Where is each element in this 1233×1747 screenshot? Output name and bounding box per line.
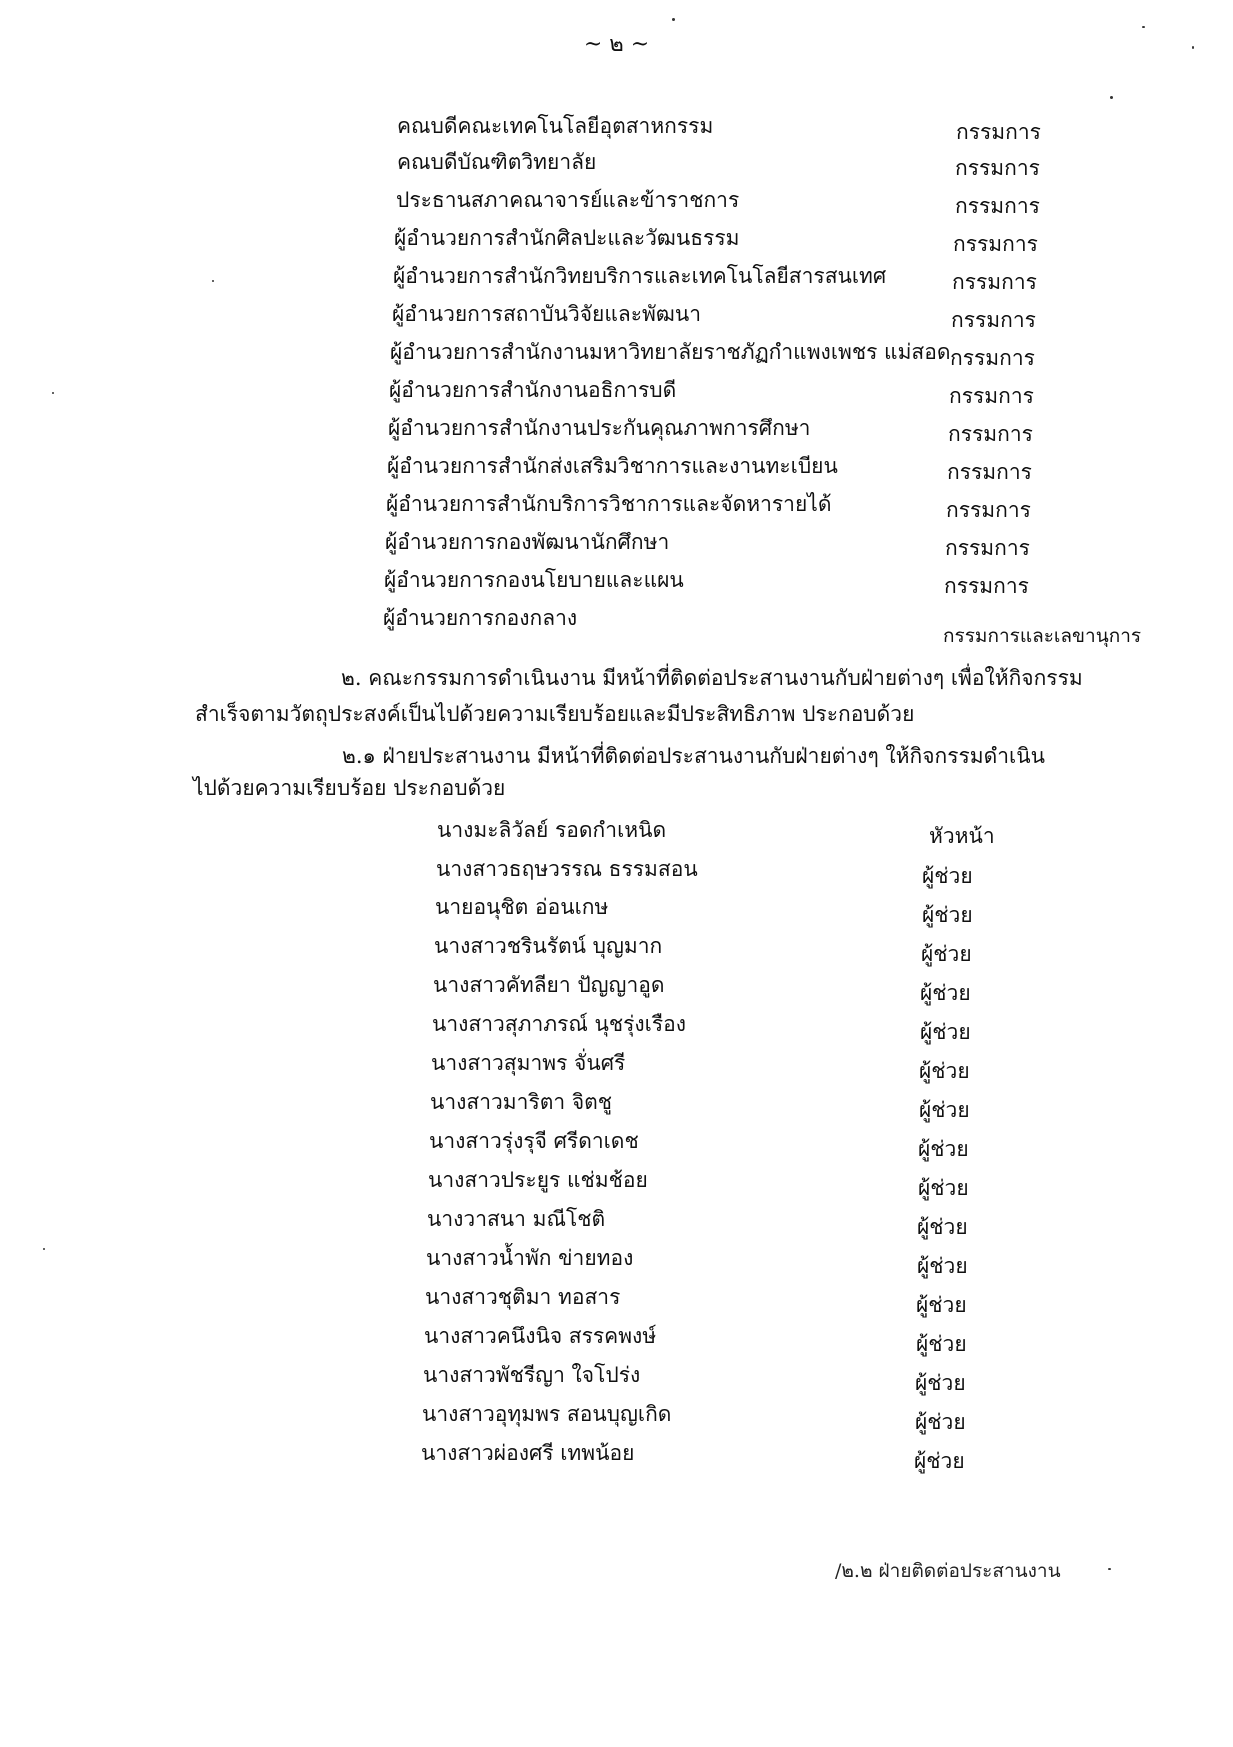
member-name: นายอนุชิต อ่อนเกษ — [435, 895, 609, 919]
committee-role: กรรมการ — [953, 232, 1038, 256]
scan-speck — [43, 1248, 45, 1250]
committee-role: กรรมการ — [950, 346, 1035, 370]
member-role: ผู้ช่วย — [917, 1215, 968, 1239]
member-role: ผู้ช่วย — [920, 981, 971, 1005]
member-role: หัวหน้า — [929, 824, 995, 848]
member-name: นางสาวผ่องศรี เทพน้อย — [421, 1441, 635, 1465]
member-role: ผู้ช่วย — [922, 903, 973, 927]
member-role: ผู้ช่วย — [917, 1254, 968, 1278]
committee-role: กรรมการ — [948, 422, 1033, 446]
committee-position: ผู้อำนวยการสำนักศิลปะและวัฒนธรรม — [394, 226, 740, 250]
committee-position: ผู้อำนวยการกองนโยบายและแผน — [384, 568, 684, 592]
committee-position: ผู้อำนวยการกองกลาง — [383, 606, 578, 630]
member-name: นางวาสนา มณีโชติ — [427, 1207, 606, 1231]
section2-line1: ๒. คณะกรรมการดำเนินงาน มีหน้าที่ติดต่อประสานงานกับฝ่ายต่างๆ เพื่อให้กิจกรรม — [341, 666, 1083, 690]
committee-role: กรรมการ — [955, 156, 1040, 180]
section21-line1: ๒.๑ ฝ่ายประสานงาน มีหน้าที่ติดต่อประสานงานกับฝ่ายต่างๆ ให้กิจกรรมดำเนิน — [342, 744, 1045, 768]
committee-position: ผู้อำนวยการสำนักส่งเสริมวิชาการและงานทะเบียน — [387, 454, 838, 478]
committee-position: คณบดีคณะเทคโนโลยีอุตสาหกรรม — [397, 114, 714, 138]
committee-position: ผู้อำนวยการสำนักงานประกันคุณภาพการศึกษา — [388, 416, 811, 440]
committee-role: กรรมการ — [947, 460, 1032, 484]
member-role: ผู้ช่วย — [919, 1059, 970, 1083]
section21-line2: ไปด้วยความเรียบร้อย ประกอบด้วย — [193, 776, 506, 800]
committee-position: ผู้อำนวยการสำนักงานอธิการบดี — [389, 378, 677, 402]
member-name: นางสาวชุติมา ทอสาร — [425, 1285, 621, 1309]
member-name: นางมะลิวัลย์ รอดกำเหนิด — [437, 818, 667, 842]
continuation-note: /๒.๒ ฝ่ายติดต่อประสานงาน — [835, 1560, 1061, 1582]
scan-speck — [1108, 1568, 1111, 1570]
committee-role: กรรมการ — [945, 536, 1030, 560]
committee-position: ผู้อำนวยการกองพัฒนานักศึกษา — [385, 530, 670, 554]
committee-position: ผู้อำนวยการสำนักบริการวิชาการและจัดหารายได้ — [386, 492, 832, 516]
member-role: ผู้ช่วย — [918, 1176, 969, 1200]
page-number: ~ ๒ ~ — [583, 32, 650, 57]
member-name: นางสาวอุทุมพร สอนบุญเกิด — [422, 1402, 672, 1426]
committee-role: กรรมการ — [952, 270, 1037, 294]
committee-position: ผู้อำนวยการสถาบันวิจัยและพัฒนา — [392, 302, 702, 326]
committee-position: คณบดีบัณฑิตวิทยาลัย — [397, 150, 597, 174]
member-name: นางสาวสุภาภรณ์ นุชรุ่งเรือง — [432, 1012, 686, 1036]
member-role: ผู้ช่วย — [916, 1332, 967, 1356]
member-role: ผู้ช่วย — [918, 1137, 969, 1161]
member-name: นางสาวพัชรีญา ใจโปร่ง — [423, 1363, 641, 1387]
committee-role: กรรมการ — [951, 308, 1036, 332]
member-role: ผู้ช่วย — [915, 1410, 966, 1434]
scan-speck — [1192, 46, 1194, 49]
committee-role: กรรมการ — [944, 574, 1029, 598]
member-name: นางสาวรุ่งรุจี ศรีดาเดช — [429, 1129, 639, 1153]
member-name: นางสาวน้ำพัก ข่ายทอง — [426, 1246, 634, 1270]
member-name: นางสาวประยูร แช่มช้อย — [428, 1168, 648, 1192]
member-name: นางสาวสุมาพร จั่นศรี — [431, 1051, 626, 1075]
member-role: ผู้ช่วย — [919, 1098, 970, 1122]
scan-speck — [1110, 96, 1113, 99]
committee-position: ผู้อำนวยการสำนักวิทยบริการและเทคโนโลยีสารสนเทศ — [393, 264, 887, 288]
member-role: ผู้ช่วย — [920, 1020, 971, 1044]
member-role: ผู้ช่วย — [916, 1293, 967, 1317]
member-role: ผู้ช่วย — [914, 1449, 965, 1473]
committee-role: กรรมการ — [949, 384, 1034, 408]
committee-role: กรรมการ — [956, 120, 1041, 144]
scan-speck — [212, 280, 214, 282]
scan-speck — [672, 18, 675, 21]
committee-role: กรรมการ — [946, 498, 1031, 522]
member-name: นางสาวคัทลียา ปัญญาอูด — [433, 973, 665, 997]
committee-position: ผู้อำนวยการสำนักงานมหาวิทยาลัยราชภัฏกำแพงเพชร แม่สอด — [390, 340, 951, 364]
scan-speck — [1142, 26, 1145, 28]
member-role: ผู้ช่วย — [922, 864, 973, 888]
member-name: นางสาวชรินรัตน์ บุญมาก — [434, 934, 663, 958]
member-name: นางสาวคนึงนิจ สรรคพงษ์ — [424, 1324, 657, 1348]
member-name: นางสาวธฤษวรรณ ธรรมสอน — [436, 857, 698, 881]
section2-line2: สำเร็จตามวัตถุประสงค์เป็นไปด้วยความเรียบร้อยและมีประสิทธิภาพ ประกอบด้วย — [195, 702, 915, 726]
committee-role: กรรมการ — [955, 194, 1040, 218]
committee-role: กรรมการและเลขานุการ — [943, 625, 1142, 647]
member-role: ผู้ช่วย — [915, 1371, 966, 1395]
committee-position: ประธานสภาคณาจารย์และข้าราชการ — [396, 188, 740, 212]
scan-speck — [52, 392, 54, 394]
member-name: นางสาวมาริตา จิตชู — [430, 1090, 613, 1114]
member-role: ผู้ช่วย — [921, 942, 972, 966]
